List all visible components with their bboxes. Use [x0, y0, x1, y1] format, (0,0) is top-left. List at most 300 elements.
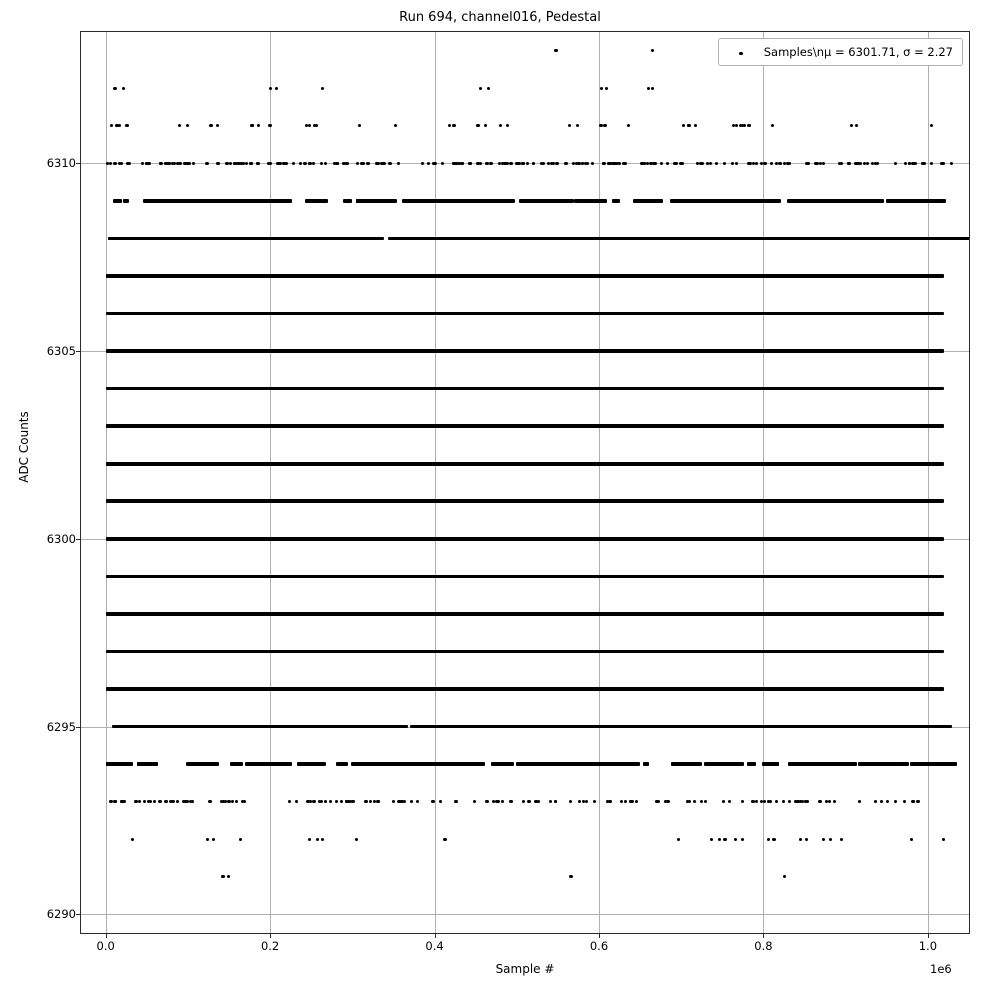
- scatter-point: [159, 162, 162, 165]
- scatter-point: [894, 162, 897, 165]
- scatter-point: [710, 838, 713, 841]
- scatter-point: [554, 49, 557, 52]
- scatter-point: [930, 124, 933, 127]
- scatter-segment: [319, 237, 355, 240]
- scatter-point: [718, 838, 721, 841]
- scatter-point: [316, 838, 319, 841]
- scatter-point: [858, 800, 861, 803]
- scatter-point: [829, 838, 832, 841]
- scatter-point: [688, 800, 691, 803]
- scatter-point: [235, 800, 238, 803]
- scatter-point: [775, 162, 778, 165]
- y-tick-label: 6305: [46, 344, 76, 359]
- scatter-point: [775, 800, 778, 803]
- scatter-segment: [537, 199, 561, 202]
- scatter-point: [568, 124, 571, 127]
- scatter-point: [131, 838, 134, 841]
- scatter-point: [704, 800, 707, 803]
- scatter-point: [855, 124, 858, 127]
- scatter-segment: [450, 762, 461, 765]
- scatter-segment: [931, 237, 954, 240]
- scatter-point: [479, 162, 482, 165]
- scatter-segment: [393, 725, 399, 728]
- scatter-segment: [356, 199, 369, 202]
- scatter-segment: [186, 762, 205, 765]
- scatter-point: [168, 162, 171, 165]
- scatter-point: [722, 800, 725, 803]
- scatter-segment: [737, 237, 745, 240]
- scatter-segment: [650, 199, 659, 202]
- scatter-segment: [793, 237, 815, 240]
- scatter-point: [324, 800, 327, 803]
- scatter-segment: [626, 762, 640, 765]
- scatter-point: [859, 162, 862, 165]
- scatter-point: [549, 800, 552, 803]
- y-tick-label: 6295: [46, 719, 76, 734]
- scatter-segment: [718, 237, 725, 240]
- scatter-segment: [654, 237, 677, 240]
- scatter-segment: [912, 199, 936, 202]
- scatter-point: [783, 875, 786, 878]
- scatter-point: [299, 162, 302, 165]
- scatter-segment: [436, 762, 448, 765]
- scatter-point: [904, 162, 907, 165]
- scatter-point: [242, 162, 245, 165]
- scatter-segment: [343, 199, 351, 202]
- scatter-segment: [599, 725, 634, 728]
- scatter-point: [526, 162, 529, 165]
- scatter-point: [431, 800, 434, 803]
- scatter-point: [854, 162, 857, 165]
- scatter-point: [321, 838, 324, 841]
- scatter-segment: [196, 199, 216, 202]
- scatter-point: [687, 124, 690, 127]
- scatter-segment: [892, 237, 914, 240]
- gridline-vertical: [763, 32, 764, 933]
- scatter-band: [106, 349, 945, 353]
- scatter-segment: [693, 762, 701, 765]
- scatter-segment: [352, 725, 379, 728]
- scatter-segment: [593, 762, 615, 765]
- scatter-point: [624, 162, 627, 165]
- scatter-point: [779, 162, 782, 165]
- scatter-point: [320, 162, 323, 165]
- scatter-point: [256, 162, 259, 165]
- scatter-point: [205, 162, 208, 165]
- scatter-point: [503, 162, 506, 165]
- scatter-point: [225, 162, 228, 165]
- scatter-point: [743, 124, 746, 127]
- scatter-point: [110, 124, 113, 127]
- scatter-point: [237, 162, 240, 165]
- scatter-point: [389, 162, 392, 165]
- scatter-point: [942, 838, 945, 841]
- scatter-point: [735, 124, 738, 127]
- x-tick-label: 0.8: [754, 939, 773, 953]
- scatter-point: [473, 800, 476, 803]
- scatter-segment: [905, 725, 920, 728]
- scatter-point: [755, 800, 758, 803]
- scatter-point: [747, 124, 750, 127]
- scatter-segment: [433, 725, 451, 728]
- scatter-segment: [747, 762, 757, 765]
- scatter-segment: [123, 199, 130, 202]
- scatter-point: [728, 800, 731, 803]
- scatter-point: [731, 162, 734, 165]
- scatter-point: [305, 124, 308, 127]
- scatter-segment: [936, 762, 950, 765]
- scatter-point: [921, 162, 924, 165]
- scatter-segment: [737, 199, 753, 202]
- scatter-point: [191, 800, 194, 803]
- scatter-point: [578, 800, 581, 803]
- scatter-point: [666, 162, 669, 165]
- scatter-point: [308, 838, 311, 841]
- scatter-segment: [368, 237, 383, 240]
- scatter-point: [186, 124, 189, 127]
- scatter-point: [158, 800, 161, 803]
- y-tick-label: 6290: [46, 907, 76, 922]
- scatter-point: [734, 838, 737, 841]
- scatter-point: [439, 800, 442, 803]
- scatter-segment: [108, 237, 122, 240]
- scatter-segment: [788, 725, 800, 728]
- scatter-point: [747, 162, 750, 165]
- scatter-point: [172, 800, 175, 803]
- scatter-point: [179, 162, 182, 165]
- scatter-point: [550, 162, 553, 165]
- scatter-segment: [143, 199, 153, 202]
- scatter-segment: [404, 199, 426, 202]
- y-axis-label: ADC Counts: [17, 411, 31, 483]
- x-tick-label: 0.6: [589, 939, 609, 953]
- scatter-segment: [336, 762, 348, 765]
- scatter-band: [106, 499, 945, 503]
- scatter-point: [874, 800, 877, 803]
- scatter-segment: [922, 725, 938, 728]
- scatter-point: [576, 124, 579, 127]
- legend[interactable]: [718, 38, 963, 66]
- scatter-point: [333, 162, 336, 165]
- scatter-point: [324, 162, 327, 165]
- scatter-point: [122, 87, 125, 90]
- scatter-point: [763, 800, 766, 803]
- scatter-band: [106, 537, 945, 541]
- x-tick-label: 0.0: [96, 939, 115, 953]
- scatter-point: [522, 800, 525, 803]
- scatter-segment: [143, 725, 150, 728]
- scatter-point: [654, 162, 657, 165]
- scatter-segment: [583, 237, 597, 240]
- scatter-segment: [275, 725, 310, 728]
- scatter-segment: [897, 762, 909, 765]
- scatter-point: [178, 124, 181, 127]
- scatter-point: [382, 162, 385, 165]
- scatter-point: [120, 162, 123, 165]
- scatter-band: [106, 575, 945, 579]
- scatter-point: [335, 800, 338, 803]
- scatter-segment: [728, 725, 764, 728]
- scatter-segment: [853, 237, 873, 240]
- scatter-band: [106, 462, 945, 466]
- scatter-point: [828, 800, 831, 803]
- x-tick-mark: [928, 934, 929, 938]
- scatter-point: [554, 800, 557, 803]
- scatter-point: [666, 800, 669, 803]
- gridline-vertical: [599, 32, 600, 933]
- x-tick-mark: [599, 934, 600, 938]
- scatter-segment: [736, 762, 744, 765]
- scatter-segment: [510, 237, 534, 240]
- scatter-point: [366, 162, 369, 165]
- scatter-segment: [282, 237, 305, 240]
- scatter-point: [788, 800, 791, 803]
- scatter-point: [486, 162, 489, 165]
- x-axis-exponent-label: 1e6: [930, 962, 952, 976]
- scatter-segment: [787, 199, 804, 202]
- scatter-point: [329, 800, 332, 803]
- scatter-point: [838, 162, 841, 165]
- scatter-segment: [828, 762, 843, 765]
- scatter-point: [521, 162, 524, 165]
- scatter-point: [484, 124, 487, 127]
- scatter-segment: [129, 725, 137, 728]
- scatter-point: [700, 800, 703, 803]
- scatter-point: [805, 838, 808, 841]
- gridline-vertical: [106, 32, 107, 933]
- scatter-point: [441, 162, 444, 165]
- scatter-point: [715, 162, 718, 165]
- scatter-segment: [377, 762, 391, 765]
- scatter-point: [469, 162, 472, 165]
- scatter-point: [651, 49, 654, 52]
- scatter-segment: [323, 725, 343, 728]
- scatter-segment: [643, 762, 649, 765]
- scatter-point: [799, 838, 802, 841]
- scatter-point: [454, 800, 457, 803]
- scatter-segment: [411, 762, 424, 765]
- scatter-segment: [937, 725, 952, 728]
- scatter-point: [206, 838, 209, 841]
- scatter-point: [788, 162, 791, 165]
- scatter-point: [443, 838, 446, 841]
- scatter-segment: [865, 199, 885, 202]
- scatter-segment: [637, 237, 652, 240]
- scatter-segment: [795, 762, 805, 765]
- scatter-segment: [222, 237, 234, 240]
- scatter-point: [591, 162, 594, 165]
- scatter-point: [914, 162, 917, 165]
- scatter-point: [269, 87, 272, 90]
- scatter-point: [141, 162, 144, 165]
- scatter-point: [585, 800, 588, 803]
- scatter-point: [833, 800, 836, 803]
- gridline-horizontal: [81, 163, 969, 164]
- scatter-segment: [681, 199, 691, 202]
- scatter-segment: [671, 762, 685, 765]
- scatter-point: [741, 838, 744, 841]
- scatter-segment: [259, 725, 269, 728]
- scatter-segment: [153, 199, 175, 202]
- scatter-point: [910, 838, 913, 841]
- scatter-point: [532, 162, 535, 165]
- y-tick-label: 6300: [46, 531, 76, 546]
- scatter-point: [569, 875, 572, 878]
- scatter-point: [599, 124, 602, 127]
- legend-label-samples: Samples\nμ = 6301.71, σ = 2.27: [763, 45, 953, 59]
- scatter-point: [930, 162, 933, 165]
- scatter-point: [489, 162, 492, 165]
- scatter-segment: [467, 762, 485, 765]
- scatter-segment: [422, 237, 450, 240]
- scatter-point: [216, 124, 219, 127]
- scatter-point: [917, 800, 920, 803]
- scatter-point: [267, 162, 270, 165]
- scatter-segment: [376, 199, 386, 202]
- scatter-point: [285, 162, 288, 165]
- scatter-band: [106, 650, 945, 654]
- scatter-segment: [310, 199, 328, 202]
- scatter-point: [911, 800, 914, 803]
- scatter-point: [221, 875, 224, 878]
- scatter-segment: [752, 237, 767, 240]
- scatter-segment: [858, 762, 875, 765]
- chart-title: Run 694, channel016, Pedestal: [399, 10, 601, 25]
- scatter-point: [741, 800, 744, 803]
- scatter-segment: [519, 762, 527, 765]
- scatter-point: [397, 162, 400, 165]
- scatter-point: [499, 124, 502, 127]
- x-tick-label: 1.0: [918, 939, 938, 953]
- scatter-point: [138, 800, 141, 803]
- scatter-segment: [474, 725, 501, 728]
- scatter-point: [118, 124, 121, 127]
- scatter-point: [660, 162, 663, 165]
- scatter-segment: [493, 199, 515, 202]
- scatter-segment: [175, 725, 183, 728]
- scatter-point: [245, 162, 248, 165]
- scatter-segment: [450, 237, 484, 240]
- scatter-point: [376, 800, 379, 803]
- scatter-point: [657, 800, 660, 803]
- scatter-point: [476, 124, 479, 127]
- scatter-point: [850, 124, 853, 127]
- scatter-point: [769, 800, 772, 803]
- scatter-point: [125, 124, 128, 127]
- scatter-point: [677, 838, 680, 841]
- scatter-point: [143, 800, 146, 803]
- scatter-point: [369, 800, 372, 803]
- scatter-point: [822, 162, 825, 165]
- scatter-point: [321, 87, 324, 90]
- scatter-point: [113, 162, 116, 165]
- scatter-point: [401, 800, 404, 803]
- scatter-point: [358, 124, 361, 127]
- scatter-point: [343, 162, 346, 165]
- x-axis-label: Sample #: [495, 962, 555, 976]
- scatter-point: [448, 124, 451, 127]
- scatter-point: [624, 800, 627, 803]
- scatter-point: [278, 162, 281, 165]
- scatter-point: [208, 800, 211, 803]
- scatter-point: [581, 162, 584, 165]
- scatter-point: [506, 124, 509, 127]
- scatter-point: [340, 800, 343, 803]
- scatter-point: [564, 162, 567, 165]
- scatter-point: [229, 162, 232, 165]
- scatter-point: [772, 838, 775, 841]
- x-tick-mark: [763, 934, 764, 938]
- scatter-point: [510, 800, 513, 803]
- scatter-band: [106, 274, 945, 278]
- scatter-segment: [207, 762, 219, 765]
- scatter-point: [275, 87, 278, 90]
- scatter-point: [312, 162, 315, 165]
- gridline-horizontal: [81, 914, 969, 915]
- scatter-segment: [389, 237, 395, 240]
- scatter-point: [880, 800, 883, 803]
- scatter-point: [487, 87, 490, 90]
- scatter-point: [392, 800, 395, 803]
- x-tick-mark: [270, 934, 271, 938]
- scatter-point: [822, 838, 825, 841]
- scatter-point: [345, 162, 348, 165]
- scatter-point: [627, 124, 630, 127]
- scatter-point: [694, 124, 697, 127]
- scatter-band: [106, 424, 945, 428]
- scatter-point: [355, 838, 358, 841]
- scatter-segment: [704, 762, 724, 765]
- scatter-point: [432, 162, 435, 165]
- scatter-segment: [245, 762, 261, 765]
- scatter-segment: [872, 762, 893, 765]
- gridline-vertical: [270, 32, 271, 933]
- scatter-point: [602, 162, 605, 165]
- scatter-point: [735, 162, 738, 165]
- scatter-segment: [633, 725, 657, 728]
- scatter-point: [950, 162, 953, 165]
- scatter-point: [709, 162, 712, 165]
- scatter-point: [679, 162, 682, 165]
- scatter-segment: [493, 762, 513, 765]
- scatter-point: [693, 800, 696, 803]
- scatter-point: [673, 162, 676, 165]
- scatter-segment: [305, 199, 312, 202]
- scatter-segment: [399, 725, 405, 728]
- scatter-point: [485, 800, 488, 803]
- scatter-point: [620, 800, 623, 803]
- scatter-point: [700, 162, 703, 165]
- scatter-point: [611, 162, 614, 165]
- scatter-point: [771, 124, 774, 127]
- scatter-point: [723, 838, 726, 841]
- scatter-point: [555, 162, 558, 165]
- scatter-point: [295, 800, 298, 803]
- scatter-point: [886, 800, 889, 803]
- scatter-segment: [534, 725, 554, 728]
- x-tick-mark: [106, 934, 107, 938]
- scatter-point: [352, 800, 355, 803]
- x-tick-label: 0.2: [260, 939, 280, 953]
- scatter-point: [427, 162, 430, 165]
- scatter-point: [176, 800, 179, 803]
- scatter-band: [106, 612, 945, 616]
- scatter-point: [806, 800, 809, 803]
- scatter-segment: [829, 725, 848, 728]
- scatter-point: [770, 162, 773, 165]
- scatter-segment: [113, 199, 122, 202]
- scatter-point: [815, 162, 818, 165]
